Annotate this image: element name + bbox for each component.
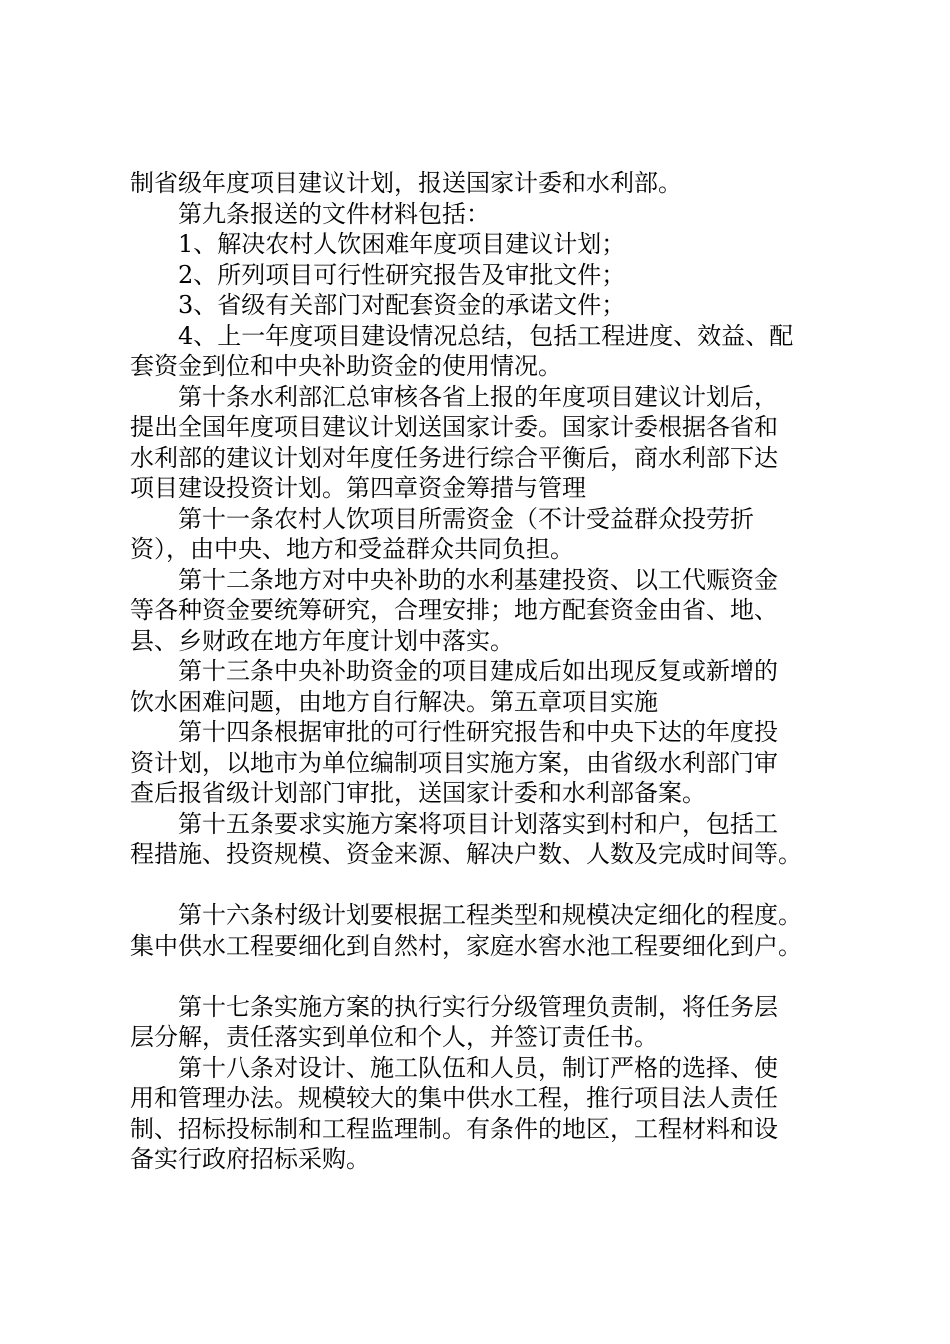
text-line: 项目建设投资计划。第四章资金筹措与管理 <box>130 474 586 502</box>
text-line: 第十一条农村人饮项目所需资金（不计受益群众投劳折 <box>130 504 754 533</box>
text-line: 第十八条对设计、施工队伍和人员，制订严格的选择、使 <box>130 1053 778 1082</box>
text-line: 制省级年度项目建议计划，报送国家计委和水利部。 <box>130 169 682 197</box>
text-line: 第十条水利部汇总审核各省上报的年度项目建议计划后， <box>130 382 778 411</box>
text-line: 资计划，以地市为单位编制项目实施方案，由省级水利部门审 <box>130 748 778 777</box>
text-line: 第十七条实施方案的执行实行分级管理负责制，将任务层 <box>130 992 778 1021</box>
text-line: 查后报省级计划部门审批，送国家计委和水利部备案。 <box>130 779 706 807</box>
text-line: 第十三条中央补助资金的项目建成后如出现反复或新增的 <box>130 657 778 685</box>
text-line: 第十五条要求实施方案将项目计划落实到村和户，包括工 <box>130 809 778 838</box>
document-body <box>130 168 852 1175</box>
text-line: 县、乡财政在地方年度计划中落实。 <box>130 626 514 655</box>
text-line: 制、招标投标制和工程监理制。有条件的地区，工程材料和设 <box>130 1114 778 1143</box>
text-line: 提出全国年度项目建议计划送国家计委。国家计委根据各省和 <box>130 413 778 441</box>
text-line: 资），由中央、地方和受益群众共同负担。 <box>130 535 574 563</box>
text-line: 3、省级有关部门对配套资金的承诺文件； <box>130 291 626 319</box>
text-line: 第十六条村级计划要根据工程类型和规模决定细化的程度。 <box>130 901 802 929</box>
text-line: 第十二条地方对中央补助的水利基建投资、以工代赈资金 <box>130 565 778 594</box>
text-line: 饮水困难问题，由地方自行解决。第五章项目实施 <box>130 687 658 716</box>
text-line: 套资金到位和中央补助资金的使用情况。 <box>130 352 562 380</box>
text-line: 层分解，责任落实到单位和个人，并签订责任书。 <box>130 1023 658 1051</box>
text-line: 程措施、投资规模、资金来源、解决户数、人数及完成时间等。 <box>130 840 802 868</box>
text-line: 1、解决农村人饮困难年度项目建议计划； <box>130 230 626 258</box>
blank-line <box>130 961 852 992</box>
text-line: 用和管理办法。规模较大的集中供水工程，推行项目法人责任 <box>130 1084 778 1112</box>
text-line: 第九条报送的文件材料包括： <box>130 199 490 228</box>
text-line: 第十四条根据审批的可行性研究报告和中央下达的年度投 <box>130 718 778 746</box>
text-line: 备实行政府招标采购。 <box>130 1145 370 1173</box>
text-line: 2、所列项目可行性研究报告及审批文件； <box>130 260 626 289</box>
text-line: 集中供水工程要细化到自然村，家庭水窖水池工程要细化到户。 <box>130 931 802 960</box>
blank-line <box>130 870 852 901</box>
text-line: 等各种资金要统筹研究，合理安排；地方配套资金由省、地、 <box>130 596 778 624</box>
text-line: 水利部的建议计划对年度任务进行综合平衡后，商水利部下达 <box>130 443 778 472</box>
text-line: 4、上一年度项目建设情况总结，包括工程进度、效益、配 <box>130 321 794 350</box>
